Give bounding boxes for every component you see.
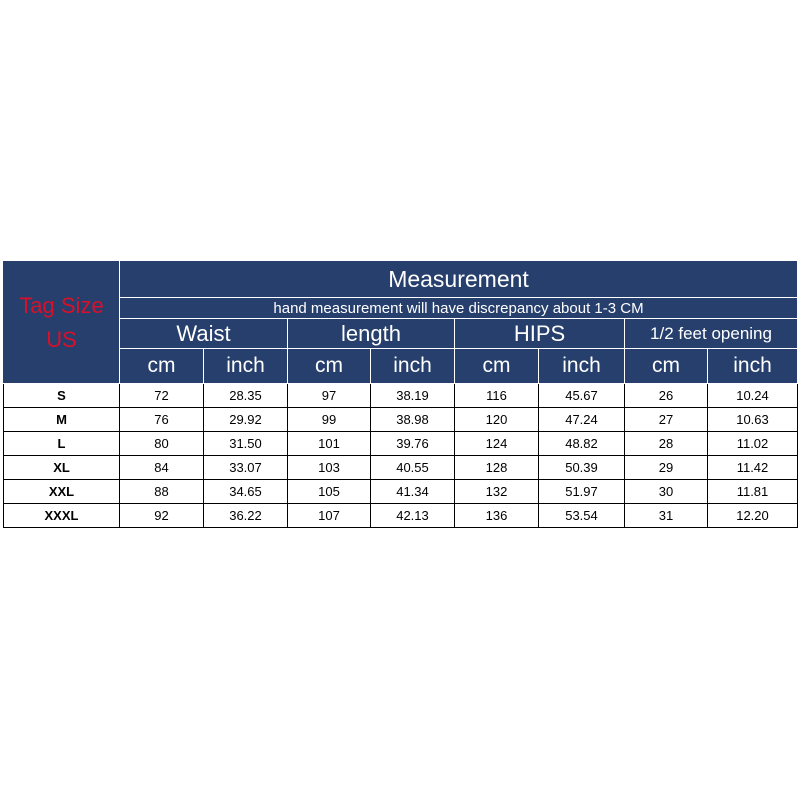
table-cell: 10.63 — [708, 408, 798, 432]
table-cell: 28 — [625, 432, 708, 456]
table-cell: 132 — [455, 480, 539, 504]
table-cell: 10.24 — [708, 384, 798, 408]
size-label: L — [4, 432, 120, 456]
table-cell: 136 — [455, 504, 539, 528]
size-label: XXL — [4, 480, 120, 504]
table-row — [4, 432, 798, 456]
table-cell: 41.34 — [371, 480, 455, 504]
units-row — [4, 349, 798, 384]
table-cell: 128 — [455, 456, 539, 480]
table-cell: 76 — [120, 408, 204, 432]
table-cell: 72 — [120, 384, 204, 408]
table-cell: 53.54 — [539, 504, 625, 528]
table-cell: 124 — [455, 432, 539, 456]
table-cell: 36.22 — [204, 504, 288, 528]
table-cell: 48.82 — [539, 432, 625, 456]
table-cell: 105 — [288, 480, 371, 504]
table-cell: 50.39 — [539, 456, 625, 480]
unit-header: inch — [204, 349, 288, 384]
table-cell: 38.19 — [371, 384, 455, 408]
table-cell: 28.35 — [204, 384, 288, 408]
table-cell: 27 — [625, 408, 708, 432]
table-row — [4, 408, 798, 432]
table-row — [4, 384, 798, 408]
tag-size-label: Tag Size — [19, 292, 104, 318]
unit-header: inch — [539, 349, 625, 384]
table-cell: 29.92 — [204, 408, 288, 432]
table-cell: 42.13 — [371, 504, 455, 528]
discrepancy-note-row — [4, 298, 798, 319]
size-label: M — [4, 408, 120, 432]
table-cell: 101 — [288, 432, 371, 456]
group-feet-opening: 1/2 feet opening — [625, 319, 798, 349]
table-cell: 51.97 — [539, 480, 625, 504]
size-label: XXXL — [4, 504, 120, 528]
discrepancy-note: hand measurement will have discrepancy about 1-3 CM — [120, 298, 798, 319]
table-cell: 33.07 — [204, 456, 288, 480]
measurement-title: Measurement — [120, 262, 798, 298]
table-cell: 11.42 — [708, 456, 798, 480]
table-row — [4, 456, 798, 480]
table-cell: 120 — [455, 408, 539, 432]
table-cell: 99 — [288, 408, 371, 432]
table-cell: 26 — [625, 384, 708, 408]
table-cell: 97 — [288, 384, 371, 408]
table-cell: 31 — [625, 504, 708, 528]
measurement-groups-row — [4, 319, 798, 349]
group-waist: Waist — [120, 319, 288, 349]
table-cell: 92 — [120, 504, 204, 528]
table-cell: 11.02 — [708, 432, 798, 456]
table-cell: 31.50 — [204, 432, 288, 456]
table-cell: 45.67 — [539, 384, 625, 408]
table-cell: 80 — [120, 432, 204, 456]
table-cell: 84 — [120, 456, 204, 480]
table-body — [4, 384, 798, 528]
table-cell: 30 — [625, 480, 708, 504]
table-cell: 12.20 — [708, 504, 798, 528]
size-label: S — [4, 384, 120, 408]
table-row — [4, 504, 798, 528]
tag-size-header — [4, 262, 120, 384]
table-cell: 39.76 — [371, 432, 455, 456]
size-chart-table — [3, 261, 798, 528]
table-cell: 38.98 — [371, 408, 455, 432]
table-cell: 107 — [288, 504, 371, 528]
tag-size-region: US — [46, 326, 77, 352]
unit-header: inch — [708, 349, 798, 384]
table-cell: 47.24 — [539, 408, 625, 432]
size-label: XL — [4, 456, 120, 480]
table-cell: 34.65 — [204, 480, 288, 504]
unit-header: cm — [455, 349, 539, 384]
group-length: length — [288, 319, 455, 349]
unit-header: cm — [288, 349, 371, 384]
unit-header: cm — [120, 349, 204, 384]
table-cell: 11.81 — [708, 480, 798, 504]
table-cell: 40.55 — [371, 456, 455, 480]
table-cell: 29 — [625, 456, 708, 480]
table-cell: 103 — [288, 456, 371, 480]
group-hips: HIPS — [455, 319, 625, 349]
table-header — [4, 262, 798, 384]
unit-header: cm — [625, 349, 708, 384]
table-cell: 88 — [120, 480, 204, 504]
measurement-title-row — [4, 262, 798, 298]
table-row — [4, 480, 798, 504]
table-cell: 116 — [455, 384, 539, 408]
unit-header: inch — [371, 349, 455, 384]
